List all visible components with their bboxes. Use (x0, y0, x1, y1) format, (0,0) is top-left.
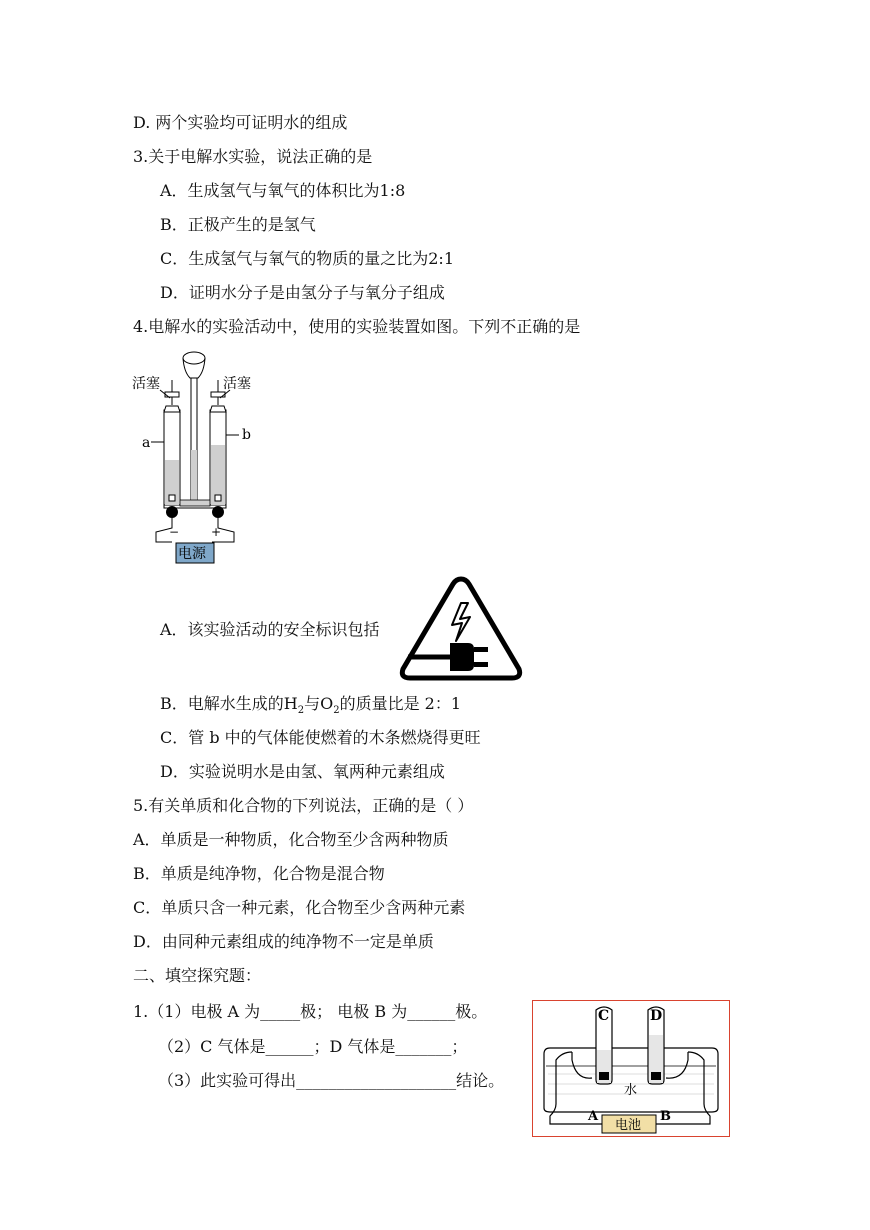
q5-option-c: C．单质只含一种元素，化合物至少含两种元素 (133, 898, 466, 917)
electrode-a-label: A (588, 1109, 599, 1124)
q4-stem: 4.电解水的实验活动中，使用的实验装置如图。下列不正确的是 (133, 317, 581, 336)
plus-sign: + (211, 525, 222, 539)
section-2-title: 二、填空探究题： (133, 966, 262, 985)
tube-a-label: a (142, 435, 151, 451)
electrolysis-battery-figure (532, 1000, 730, 1137)
q4-option-d: D．实验说明水是由氢、氧两种元素组成 (160, 762, 445, 781)
q3-option-a: A．生成氢气与氧气的体积比为1:8 (160, 181, 406, 200)
left-valve-label: 活塞 (132, 376, 160, 392)
q4-option-c: C．管 b 中的气体能使燃着的木条燃烧得更旺 (160, 728, 481, 747)
electrolysis-apparatus-figure (128, 350, 268, 570)
tube-c-label: C (598, 1008, 610, 1024)
minus-sign: − (169, 525, 180, 539)
q3-option-d: D．证明水分子是由氢分子与氧分子组成 (160, 283, 445, 302)
q5-option-d: D．由同种元素组成的纯净物不一定是单质 (133, 932, 434, 951)
q5-option-a: A．单质是一种物质，化合物至少含两种物质 (133, 830, 449, 849)
water-label: 水 (624, 1083, 638, 1098)
q4-option-a: A．该实验活动的安全标识包括 (160, 620, 380, 639)
tube-d-label: D (650, 1008, 663, 1024)
right-valve-label: 活塞 (223, 376, 251, 392)
electrode-b-label: B (660, 1109, 671, 1124)
battery-label: 电池 (615, 1118, 642, 1133)
q3-stem: 3.关于电解水实验，说法正确的是 (133, 147, 373, 166)
q5-option-b: B．单质是纯净物，化合物是混合物 (133, 864, 385, 883)
q5-stem: 5.有关单质和化合物的下列说法，正确的是（ ） (133, 796, 474, 815)
q3-option-b: B．正极产生的是氢气 (160, 215, 316, 234)
electric-hazard-sign-icon (398, 575, 524, 683)
q3-option-c: C．生成氢气与氧气的物质的量之比为2:1 (160, 249, 454, 268)
fill-q1-part1: 1.（1）电极 A 为_____极； 电极 B 为______极。 (133, 1002, 488, 1021)
q4-option-b: B．电解水生成的$H_2$与$O_2$的质量比是 2：1 (160, 694, 462, 717)
fill-q1-part2: （2）C 气体是______；D 气体是_______； (158, 1037, 468, 1056)
q2-option-d: D. 两个实验均可证明水的组成 (133, 113, 348, 132)
power-supply-label: 电源 (178, 546, 206, 562)
fill-q1-part3: （3）此实验可得出____________________结论。 (158, 1071, 505, 1090)
tube-b-label: b (242, 427, 251, 443)
